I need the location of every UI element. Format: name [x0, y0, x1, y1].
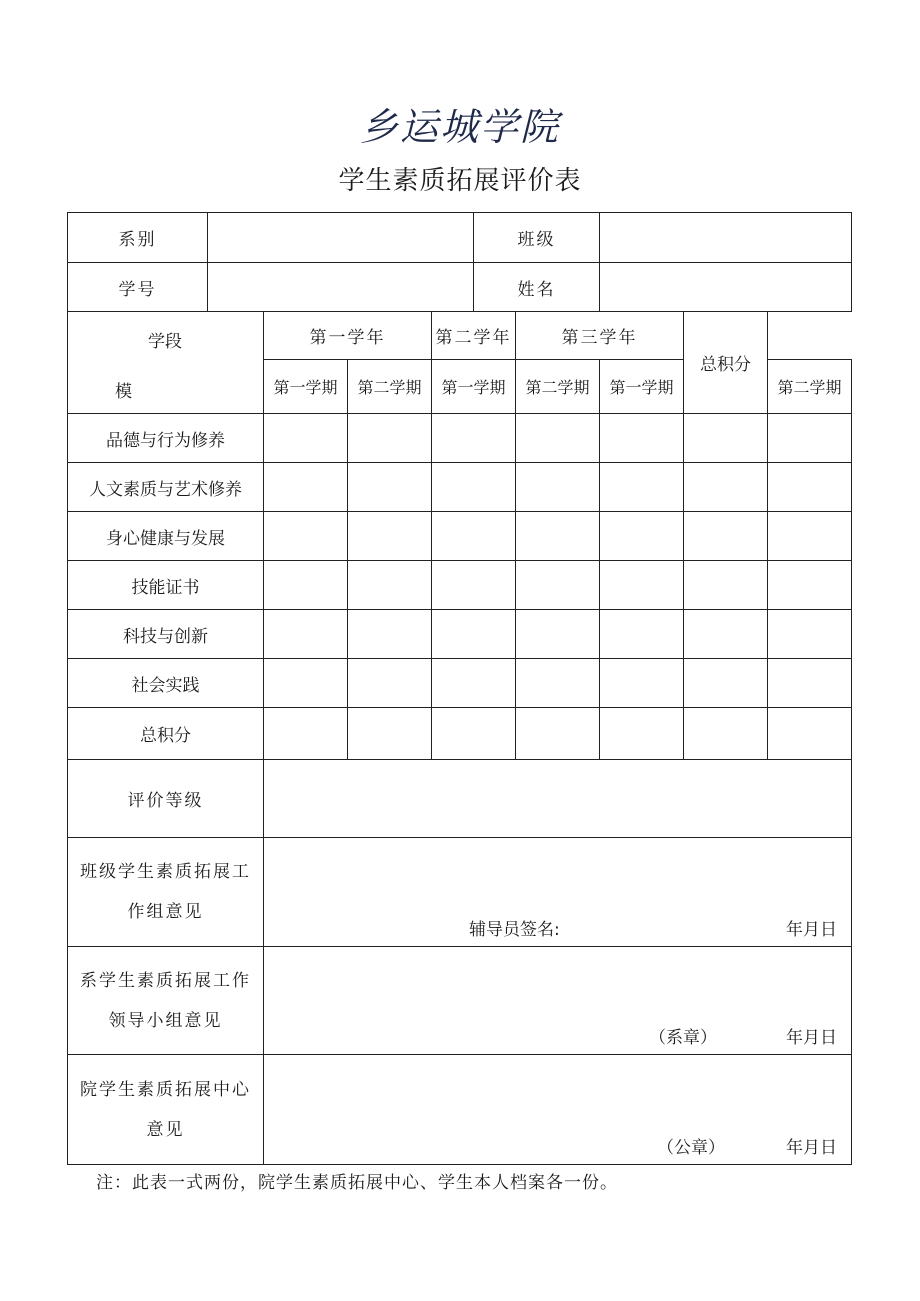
college-opinion-label-line2: 意见 [146, 1119, 185, 1140]
score-cell[interactable] [348, 414, 432, 463]
student-id-field[interactable] [208, 263, 474, 312]
score-cell[interactable] [516, 512, 600, 561]
total-cell[interactable] [768, 561, 852, 610]
dept-label: 系别 [68, 213, 208, 263]
total-cell[interactable] [768, 463, 852, 512]
score-cell[interactable] [348, 610, 432, 659]
score-cell[interactable] [516, 561, 600, 610]
semester-header: 第二学期 [516, 360, 600, 414]
college-opinion-field[interactable] [264, 1055, 852, 1165]
score-cell[interactable] [264, 610, 348, 659]
college-opinion-label-line1: 院学生素质拓展中心 [80, 1079, 251, 1100]
row-label-humanities: 人文素质与艺术修养 [68, 463, 264, 512]
score-cell[interactable] [348, 708, 432, 760]
total-cell[interactable] [768, 414, 852, 463]
total-cell[interactable] [768, 659, 852, 708]
dept-field[interactable] [208, 213, 474, 263]
score-cell[interactable] [600, 414, 684, 463]
score-cell[interactable] [600, 512, 684, 561]
total-column-header: 总积分 [684, 312, 768, 414]
score-cell[interactable] [432, 561, 516, 610]
year-1-header: 第一学年 [264, 312, 432, 360]
semester-header: 第二学期 [768, 360, 852, 414]
score-cell[interactable] [348, 659, 432, 708]
class-opinion-label-line2: 作组意见 [127, 902, 204, 922]
score-cell[interactable] [600, 659, 684, 708]
dimension-corner [68, 312, 264, 414]
score-cell[interactable] [600, 463, 684, 512]
score-cell[interactable] [684, 512, 768, 561]
college-opinion-label [68, 1055, 264, 1165]
total-cell[interactable] [768, 610, 852, 659]
row-label-morality: 品德与行为修养 [68, 414, 264, 463]
score-cell[interactable] [684, 708, 768, 760]
score-cell[interactable] [432, 610, 516, 659]
class-opinion-label [68, 838, 264, 947]
score-cell[interactable] [264, 708, 348, 760]
row-label-certificates: 技能证书 [68, 561, 264, 610]
score-cell[interactable] [684, 610, 768, 659]
dept-seal-label: （系章） [649, 1028, 717, 1048]
counselor-signature-label: 辅导员签名: [469, 920, 560, 940]
score-cell[interactable] [516, 414, 600, 463]
footnote: 注：此表一式两份，院学生素质拓展中心、学生本人档案各一份。 [96, 1173, 618, 1193]
score-cell[interactable] [684, 414, 768, 463]
class-field[interactable] [600, 213, 852, 263]
score-cell[interactable] [516, 659, 600, 708]
dept-opinion-field[interactable] [264, 947, 852, 1055]
total-cell[interactable] [768, 512, 852, 561]
score-cell[interactable] [684, 463, 768, 512]
semester-header: 第一学期 [600, 360, 684, 414]
score-cell[interactable] [684, 659, 768, 708]
score-cell[interactable] [348, 463, 432, 512]
college-logo: 乡运城学院 [359, 105, 560, 149]
score-cell[interactable] [516, 610, 600, 659]
evaluation-form [67, 212, 852, 1165]
dept-opinion-label-line2: 领导小组意见 [108, 1010, 223, 1031]
college-seal-label: （公章） [657, 1138, 725, 1158]
score-cell[interactable] [264, 414, 348, 463]
score-cell[interactable] [432, 708, 516, 760]
row-label-innovation: 科技与创新 [68, 610, 264, 659]
semester-header: 第一学期 [264, 360, 348, 414]
year-3-header: 第三学年 [516, 312, 684, 360]
row-label-total: 总积分 [68, 708, 264, 760]
score-cell[interactable] [432, 463, 516, 512]
class-opinion-field[interactable] [264, 838, 852, 947]
class-opinion-date: 年月日 [786, 920, 837, 940]
class-label: 班级 [474, 213, 600, 263]
score-cell[interactable] [264, 463, 348, 512]
semester-header: 第二学期 [348, 360, 432, 414]
score-cell[interactable] [516, 708, 600, 760]
form-title: 学生素质拓展评价表 [338, 166, 582, 196]
grade-label: 评价等级 [68, 760, 264, 838]
row-label-social-practice: 社会实践 [68, 659, 264, 708]
college-opinion-date: 年月日 [786, 1138, 837, 1158]
row-label-health: 身心健康与发展 [68, 512, 264, 561]
score-cell[interactable] [432, 414, 516, 463]
total-cell[interactable] [768, 708, 852, 760]
class-opinion-label-line1: 班级学生素质拓展工 [80, 862, 251, 882]
score-cell[interactable] [600, 610, 684, 659]
score-cell[interactable] [600, 561, 684, 610]
student-id-label: 学号 [68, 263, 208, 312]
score-cell[interactable] [432, 659, 516, 708]
grade-field[interactable] [264, 760, 852, 838]
semester-header: 第一学期 [432, 360, 516, 414]
year-2-header: 第二学年 [432, 312, 516, 360]
score-cell[interactable] [516, 463, 600, 512]
dept-opinion-label-line1: 系学生素质拓展工作 [80, 970, 251, 991]
dept-opinion-label [68, 947, 264, 1055]
score-cell[interactable] [348, 512, 432, 561]
score-cell[interactable] [348, 561, 432, 610]
corner-module-label: 模 [115, 381, 132, 402]
score-cell[interactable] [684, 561, 768, 610]
name-label: 姓名 [474, 263, 600, 312]
dept-opinion-date: 年月日 [786, 1028, 837, 1048]
name-field[interactable] [600, 263, 852, 312]
corner-stage-label: 学段 [148, 331, 182, 352]
score-cell[interactable] [432, 512, 516, 561]
score-cell[interactable] [264, 659, 348, 708]
score-cell[interactable] [600, 708, 684, 760]
score-cell[interactable] [264, 512, 348, 561]
score-cell[interactable] [264, 561, 348, 610]
